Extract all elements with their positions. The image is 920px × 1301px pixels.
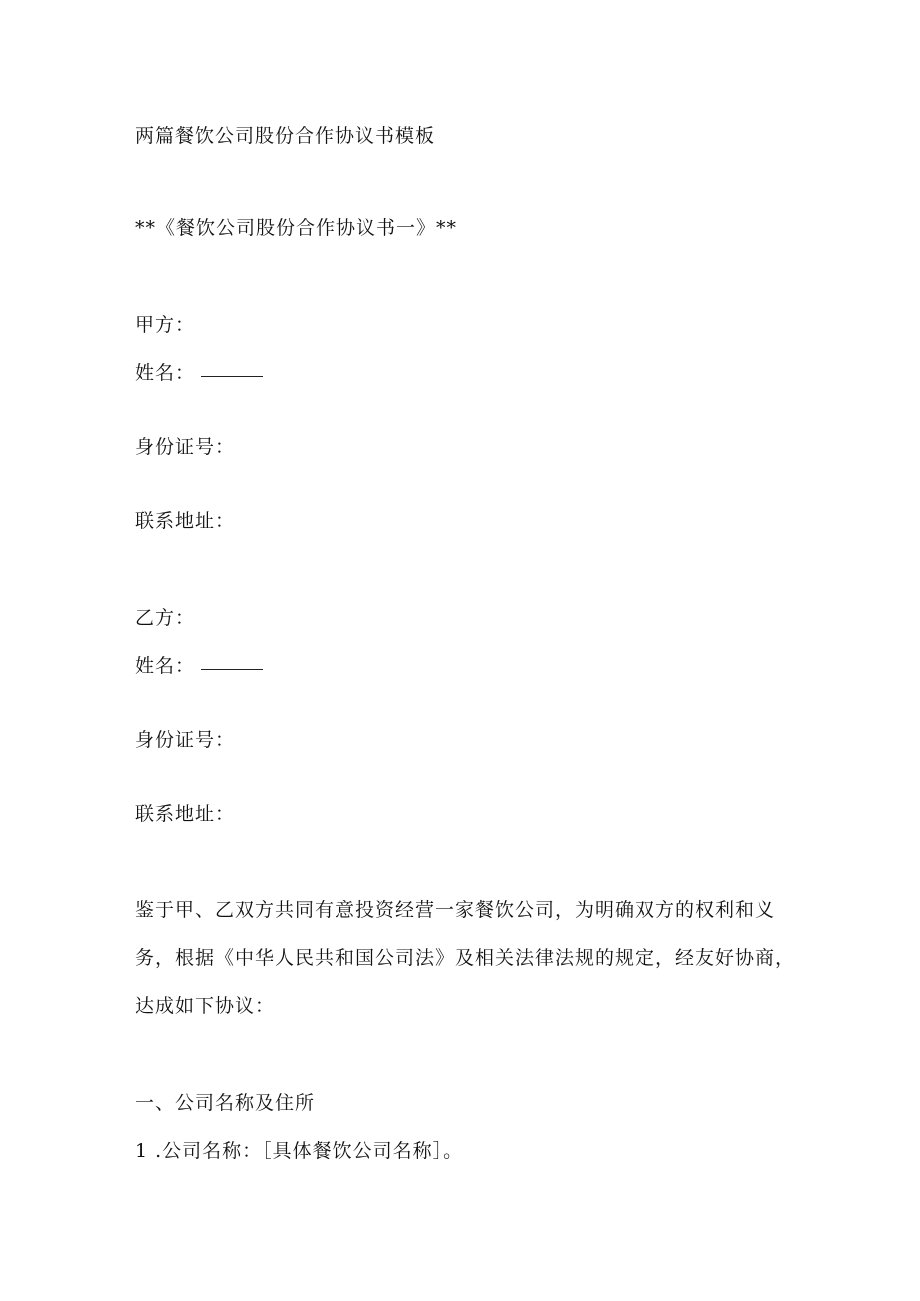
party-a-id-label: 身份证号：: [135, 436, 236, 458]
party-a-name-row: [135, 361, 263, 385]
document-title: 两篇餐饮公司股份合作协议书模板: [135, 125, 436, 147]
agreement-subtitle: **《餐饮公司股份合作协议书一》**: [135, 217, 458, 239]
party-b-id-label: 身份证号：: [135, 729, 236, 751]
party-a-heading: 甲方：: [135, 314, 196, 336]
preamble-line-3: 达成如下协议：: [135, 995, 276, 1017]
party-a-name-label: 姓名：: [135, 362, 196, 384]
party-b-name-label: 姓名：: [135, 655, 196, 677]
party-b-name-blank[interactable]: [201, 668, 263, 670]
party-b-address-label: 联系地址：: [135, 803, 236, 825]
party-a-name-blank[interactable]: [201, 375, 263, 377]
party-a-address-label: 联系地址：: [135, 510, 236, 532]
section-1-heading: 一、公司名称及住所: [135, 1092, 316, 1114]
party-b-heading: 乙方：: [135, 607, 196, 629]
section-1-item-1: 1 .公司名称：［具体餐饮公司名称］。: [135, 1140, 464, 1162]
preamble-line-1: 鉴于甲、乙双方共同有意投资经营一家餐饮公司，为明确双方的权利和义: [135, 899, 776, 921]
preamble-line-2: 务，根据《中华人民共和国公司法》及相关法律法规的规定，经友好协商，: [135, 947, 796, 969]
party-b-name-row: [135, 654, 263, 678]
